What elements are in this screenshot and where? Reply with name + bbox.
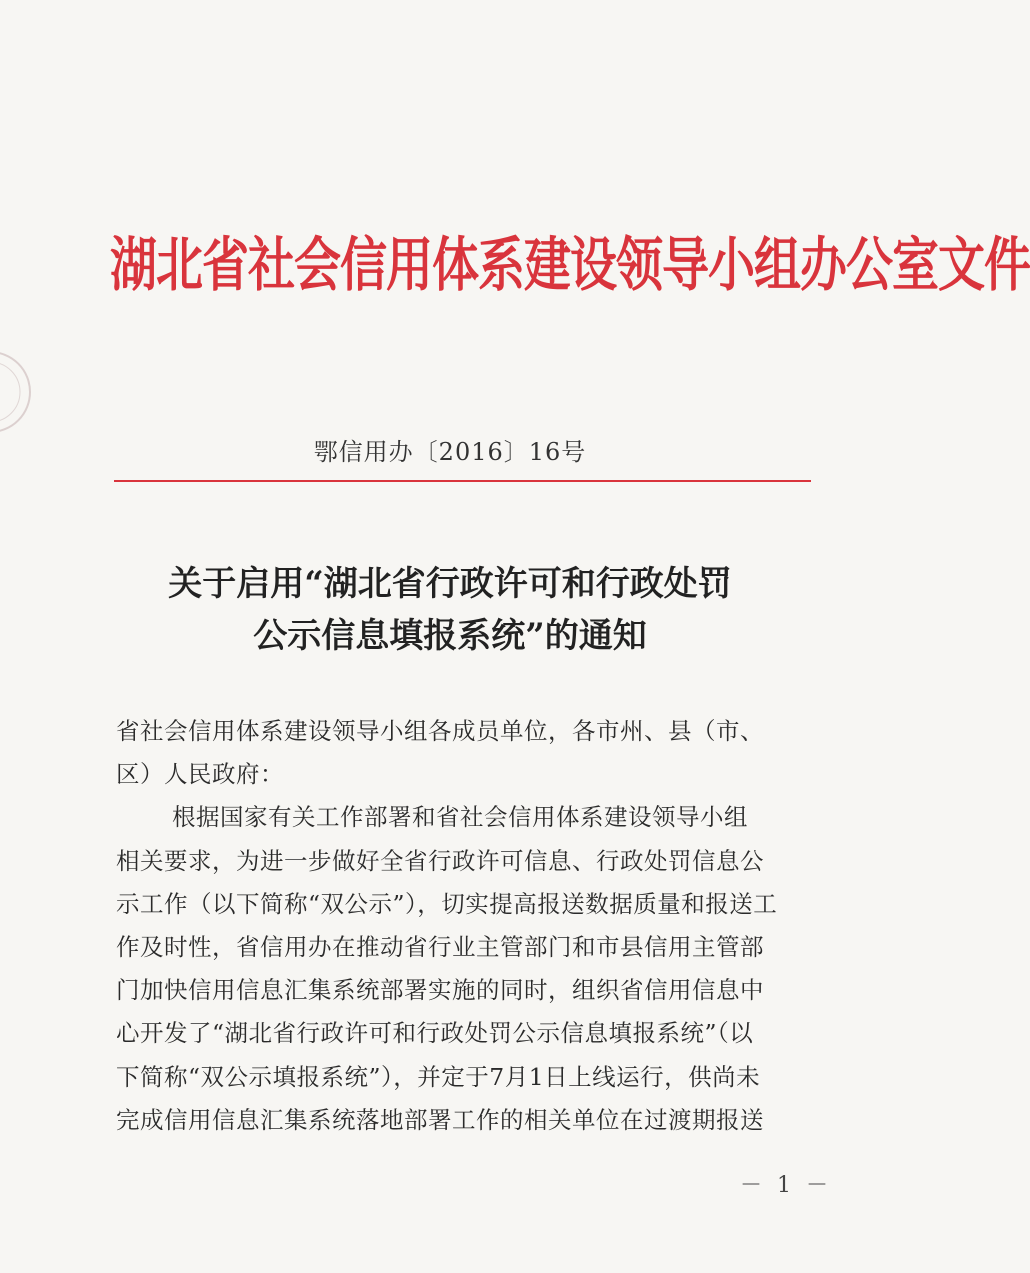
paragraph-line: 心开发了“湖北省行政许可和行政处罚公示信息填报系统”（以 — [116, 1019, 754, 1048]
paragraph-line: 完成信用信息汇集系统落地部署工作的相关单位在过渡期报送 — [116, 1105, 764, 1134]
notice-body — [116, 710, 816, 1142]
paragraph-line: 示工作（以下简称“双公示”），切实提高报送数据质量和报送工 — [116, 889, 778, 918]
paragraph-line: 相关要求，为进一步做好全省行政许可信息、行政处罚信息公 — [116, 846, 764, 875]
document-header: 湖北省社会信用体系建设领导小组办公室文件 — [110, 231, 1030, 300]
document-number: 鄂信用办〔2016〕16号 — [313, 438, 587, 466]
title-line-2: 公示信息填报系统”的通知 — [253, 616, 647, 656]
paragraph-line: 下简称“双公示填报系统”），并定于7月1日上线运行，供尚未 — [116, 1062, 761, 1091]
seal-stamp-fragment — [0, 345, 40, 440]
title-line-1: 关于启用“湖北省行政许可和行政处罚 — [168, 564, 732, 604]
page-number: － 1 － — [740, 1173, 832, 1198]
salutation-line: 省社会信用体系建设领导小组各成员单位，各市州、县（市、 — [116, 717, 764, 745]
salutation-line: 区）人民政府： — [116, 760, 284, 789]
header-divider — [114, 480, 811, 482]
paragraph-line: 根据国家有关工作部署和省社会信用体系建设领导小组 — [172, 803, 748, 832]
notice-title — [0, 558, 900, 662]
paragraph-line: 作及时性，省信用办在推动省行业主管部门和市县信用主管部 — [116, 933, 764, 962]
paragraph-line: 门加快信用信息汇集系统部署实施的同时，组织省信用信息中 — [116, 976, 764, 1005]
